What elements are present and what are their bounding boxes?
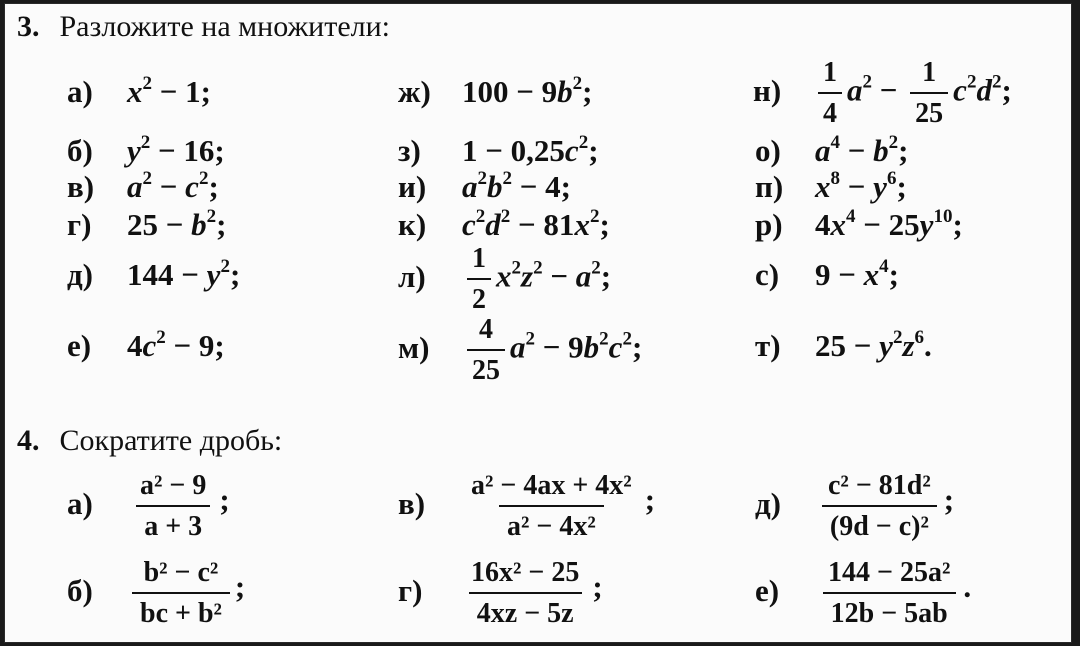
task3-item-i: и) $a^2b^2 - 4$; — [398, 168, 571, 204]
fraction: $\frac{1}{4}$ — [818, 59, 842, 128]
fraction: $\frac{\text{144 − 25a²}}{12b - 5ab}$ — [820, 559, 958, 628]
task3-item-s: с) $9 - x^4$; — [755, 256, 899, 292]
item-label: н) — [753, 72, 782, 108]
item-label: и) — [398, 169, 427, 204]
fraction: $\frac{\text{16x² − 25}}{4xz - 5z}$ — [463, 559, 587, 628]
task3-item-k: к) $c^2d^2 - 81x^2$; — [398, 206, 610, 242]
fraction: $\frac{\text{b² − c²}}{\text{bc + b²}}$ — [132, 559, 230, 628]
item-label: з) — [398, 133, 421, 168]
task3-item-p: п) $x^8 - y^6$; — [755, 168, 907, 204]
task3-item-m: м) $\frac{4}{25}$ $a^2 - 9b^2c^2$; — [398, 314, 643, 386]
item-label: к) — [398, 207, 427, 242]
task3-item-zh: ж) $100 - 9b^2$; — [398, 73, 593, 109]
textbook-page — [4, 3, 1072, 643]
item-label: ж) — [398, 74, 431, 109]
task3-item-o: о) $a^4 - b^2$; — [755, 132, 909, 168]
item-label: л) — [398, 258, 426, 294]
fraction: $\frac{1}{2}$ — [467, 245, 491, 314]
task4-item-v: в) $\frac{\text{a² − 4ax + 4x²}}{\text{a² − 4x²}}$ ; — [398, 470, 656, 542]
item-label: с) — [755, 257, 780, 292]
item-label: в) — [398, 485, 426, 521]
task3-title: Разложите на множители: — [59, 10, 391, 43]
task4-title: Сократите дробь: — [59, 424, 283, 457]
task3-item-e: е) $4c^2 - 9$; — [67, 327, 225, 363]
item-label: г) — [67, 207, 92, 242]
item-label: д) — [67, 257, 94, 292]
task3-number: 3. — [17, 10, 40, 43]
task3-heading — [17, 10, 390, 44]
task4-number: 4. — [17, 424, 40, 457]
item-label: т) — [755, 328, 781, 363]
item-label: м) — [398, 329, 430, 365]
item-label: б) — [67, 572, 93, 608]
item-label: п) — [755, 169, 784, 204]
item-label: б) — [67, 133, 93, 168]
task3-item-l: л) $\frac{1}{2}$ $x^2z^2 - a^2$; — [398, 243, 612, 315]
fraction: $\frac{4}{25}$ — [467, 316, 505, 385]
task3-item-z: з) $1 - 0,25c^2$; — [398, 132, 599, 168]
task3-item-g: г) $25 - b^2$; — [67, 206, 227, 242]
task3-item-t: т) $25 - y^2z^6$. — [755, 327, 932, 363]
fraction: $\frac{1}{25}$ — [910, 59, 948, 128]
item-label: е) — [755, 572, 780, 608]
item-label: г) — [398, 572, 423, 608]
item-label: р) — [755, 207, 783, 242]
fraction: $\frac{\text{a² − 9}}{a + 3}$ — [132, 472, 214, 541]
task3-item-r: р) $4x^4 - 25y^{10}$; — [755, 206, 963, 242]
fraction: $\frac{\text{c² − 81d²}}{\text{(9d − c)²}}$ — [820, 472, 939, 541]
task4-item-e: е) $\frac{\text{144 − 25a²}}{12b - 5ab}$ . — [755, 557, 972, 629]
task3-item-v: в) $a^2 - c^2$; — [67, 168, 219, 204]
task4-item-b: б) $\frac{\text{b² − c²}}{\text{bc + b²}}$ ; — [67, 557, 246, 629]
task3-item-a: а) $x^2 - 1$; — [67, 73, 211, 109]
item-label: д) — [755, 485, 782, 521]
item-label: а) — [67, 485, 93, 521]
task4-item-g: г) $\frac{\text{16x² − 25}}{4xz - 5z}$ ; — [398, 557, 603, 629]
item-label: в) — [67, 169, 95, 204]
task3-item-b: б) $y^2 - 16$; — [67, 132, 225, 168]
task4-item-a: а) $\frac{\text{a² − 9}}{a + 3}$ ; — [67, 470, 230, 542]
fraction: $\frac{\text{a² − 4ax + 4x²}}{\text{a² − 4x²}}$ — [471, 470, 632, 542]
task4-item-d: д) $\frac{\text{c² − 81d²}}{\text{(9d − c)²}}$ ; — [755, 470, 955, 542]
item-label: е) — [67, 328, 92, 363]
item-label: о) — [755, 133, 781, 168]
task3-item-n: н) $\frac{1}{4}$ $a^2$ − $\frac{1}{25}$ $c^2d^2$; — [753, 57, 1012, 129]
task3-item-d: д) $144 - y^2$; — [67, 256, 241, 292]
item-label: а) — [67, 74, 93, 109]
task4-heading — [17, 424, 282, 458]
